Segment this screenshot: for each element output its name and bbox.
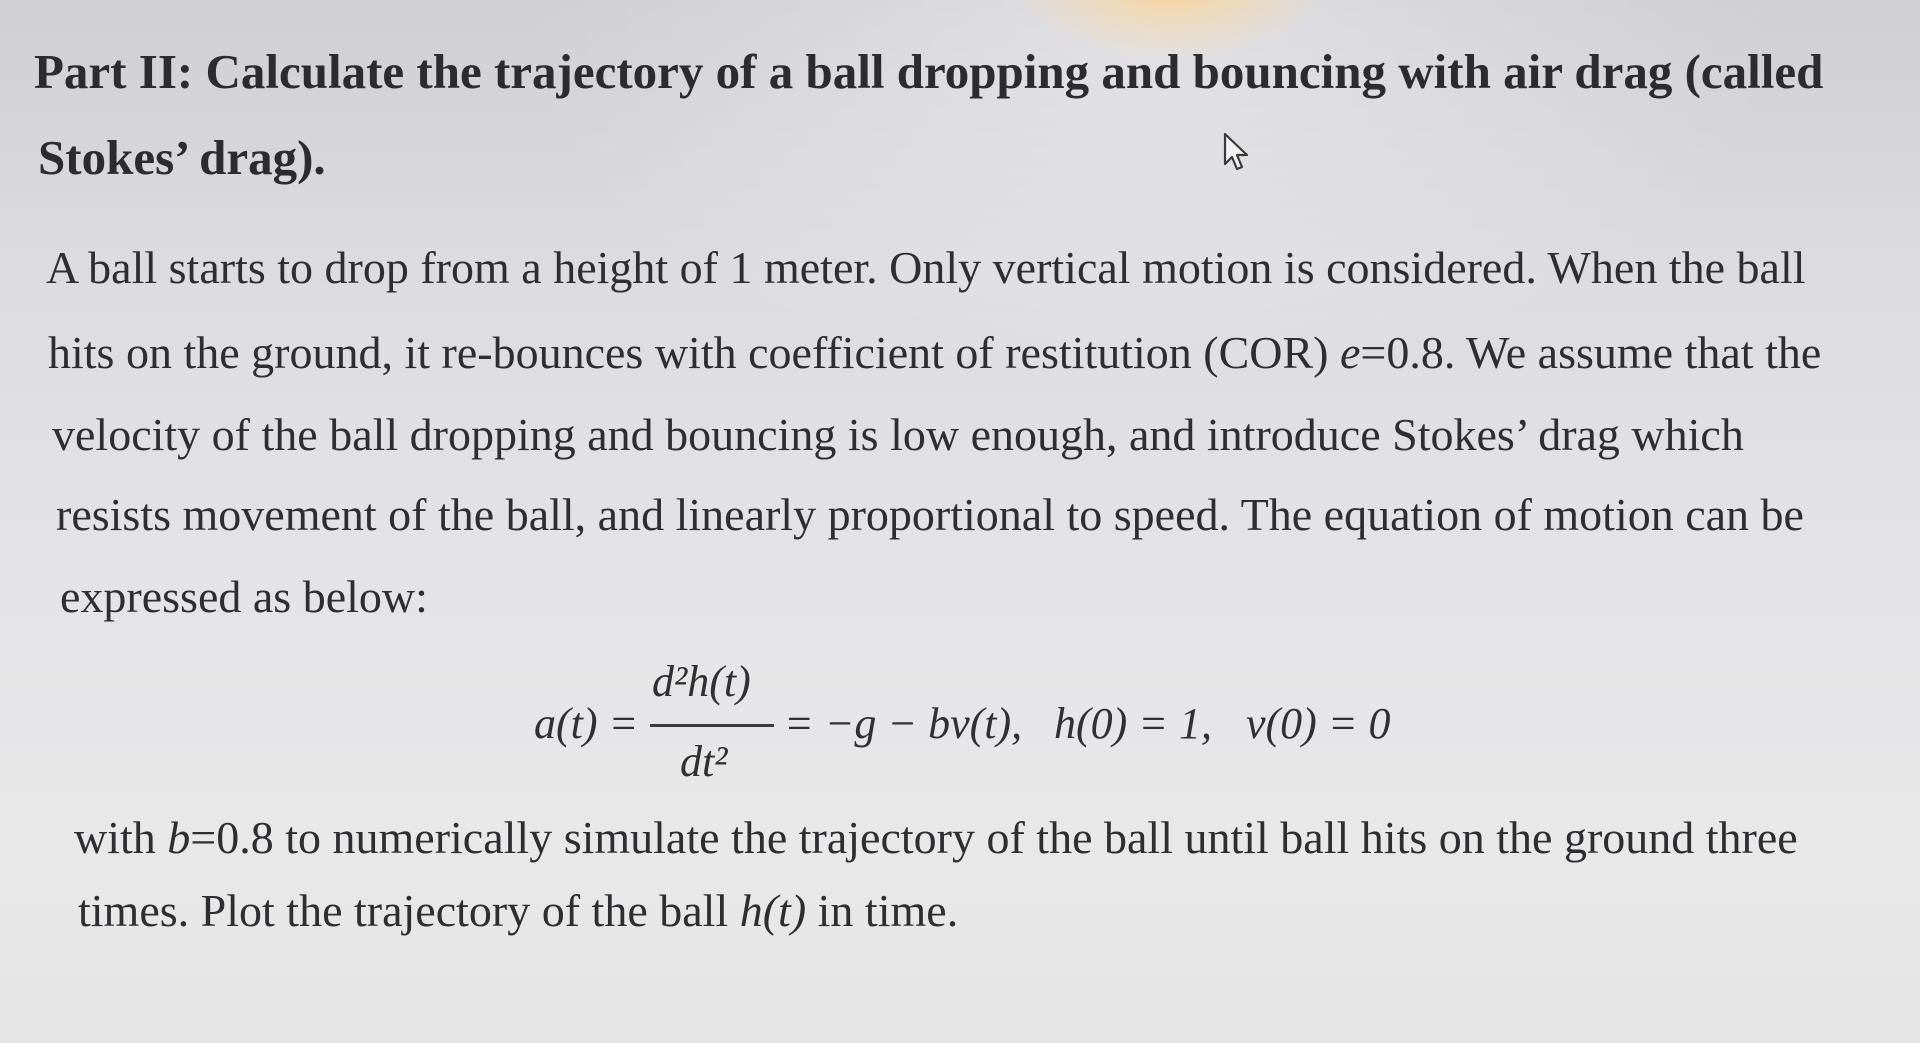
variable-b: b: [167, 812, 191, 863]
paragraph-1-line-5: expressed as below:: [60, 571, 428, 622]
text-run: times. Plot the trajectory of the ball: [78, 885, 740, 936]
paragraph-1-line-2: [48, 327, 1822, 378]
variable-e: e: [1340, 327, 1361, 378]
equation-of-motion: [530, 657, 1430, 786]
text-run: in time.: [806, 885, 959, 936]
equation-rhs: = −g − bv(t),: [784, 699, 1023, 748]
initial-condition-v: v(0) = 0: [1246, 699, 1391, 748]
paragraph-2-line-1: [74, 812, 1798, 863]
fraction-bar: [650, 724, 774, 727]
text-run: =0.8. We assume that the: [1360, 327, 1822, 378]
section-heading-line-2: Stokes’ drag).: [38, 130, 326, 185]
variable-h-t: h(t): [739, 885, 807, 936]
paragraph-1-line-3: velocity of the ball dropping and bouncing is low enough, and introduce Stokes’ drag which: [52, 409, 1744, 460]
paragraph-1-line-1: A ball starts to drop from a height of 1 meter. Only vertical motion is considered. When the ball: [46, 242, 1806, 293]
section-heading-line-1: Part II: Calculate the trajectory of a ball dropping and bouncing with air drag (called: [34, 44, 1824, 99]
equation-lhs: a(t) =: [534, 699, 639, 748]
paragraph-2-line-2: [78, 885, 959, 936]
text-run: =0.8 to numerically simulate the trajectory of the ball until ball hits on the ground three: [190, 812, 1798, 863]
initial-condition-h: h(0) = 1,: [1054, 699, 1212, 748]
mouse-pointer-icon: [1222, 132, 1252, 174]
text-run: with: [74, 812, 168, 863]
text-run: hits on the ground, it re-bounces with coefficient of restitution (COR): [48, 327, 1340, 378]
fraction-denominator: dt²: [680, 737, 728, 786]
paragraph-1-line-4: resists movement of the ball, and linearly proportional to speed. The equation of motion can be: [56, 489, 1804, 540]
fraction-numerator: d²h(t): [652, 657, 751, 706]
